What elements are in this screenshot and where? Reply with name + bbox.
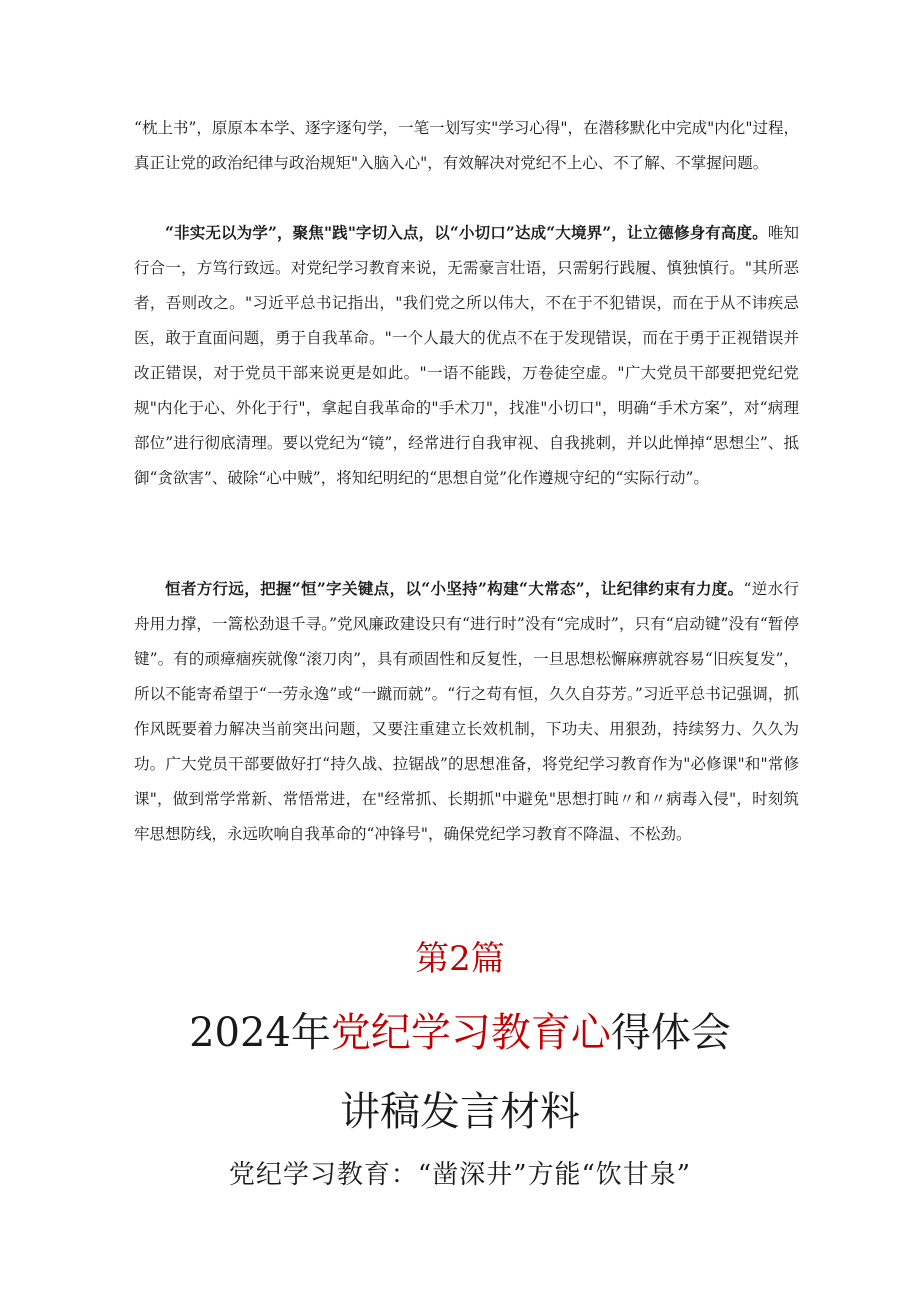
title-prefix: 2024年 [189, 1010, 331, 1056]
body-paragraph-2 [134, 215, 799, 496]
paragraph-2-text: 唯知行合一，方笃行致远。对党纪学习教育来说，无需豪言壮语，只需躬行践履、慎独慎行。"其所恶者，吾则改之。"习近平总书记指出，"我们党之所以伟大，不在于不犯错误，而在于从不讳疾忌医，敢于直面问题，勇于自我革命。"一个人最大的优点不在于发现错误，而在于勇于正视错误并改正错误，对于党员干部来说更是如此。"一语不能践，万卷徒空虚。"广大党员干部要把党纪党规"内化于心、外化于行"，拿起自我革命的"手术刀"，找准"小切口"，明确“手术方案”，对“病理部位”进行彻底清理。要以党纪为“镜”，经常进行自我审视、自我挑刺，并以此惮掉“思想尘”、抵御“贪欲害”、破除“心中贼”，将知纪明纪的“思想自觉”化作遵规守纪的“实际行动”。 [134, 224, 799, 487]
section-label: 第2篇 [415, 939, 505, 979]
title-red-part: 党纪学习教育心 [330, 1010, 611, 1056]
paragraph-1-text: “枕上书”，原原本本学、逐字逐句学，一笔一划写实"学习心得"，在潜移默化中完成"内化"过程，真正让党的政治纪律与政治规矩"入脑入心"，有效解决对党纪不上心、不了解、不掌握问题。 [134, 119, 799, 172]
document-title-line-2: 讲稿发言材料 [340, 1089, 580, 1135]
paragraph-3-lead: 恒者方行远，把握“恒”字关键点，以“小坚持”构建“大常态”，让纪律约束有力度。 [165, 579, 744, 598]
body-paragraph-1 [134, 111, 799, 181]
title-suffix: 得体会 [610, 1010, 731, 1056]
document-title-line-1 [0, 1003, 920, 1063]
paragraph-3-text: “逆水行舟用力撑，一篙松劲退千寻。”党风廉政建设只有“进行时”没有“完成时”，只有“启动键”没有“暂停键”。有的顽瘴痼疾就像“滚刀肉”，具有顽固性和反复性，一旦思想松懈麻痹就容易“旧疾复发”，所以不能寄希望于“一劳永逸”或“一蹴而就”。“行之苟有恒，久久自芬芳。”习近平总书记强调，抓作风既要着力解决当前突出问题，又要注重建立长效机制，下功夫、用狠劲，持续努力、久久为功。广大党员干部要做好打“持久战、拉锯战”的思想准备，将党纪学习教育作为"必修课"和"常修课"，做到常学常新、常悟常进，在"经常抓、长期抓"中避免"思想打盹〃和〃病毒入侵"，时刻筑牢思想防线，永远吹响自我革命的“冲锋号"，确保党纪学习教育不降温、不松劲。 [134, 580, 799, 843]
document-subtitle: 党纪学习教育：“凿深井”方能“饮甘泉” [228, 1160, 692, 1190]
paragraph-2-lead: “非实无以为学”，聚焦"践"字切入点，以“小切口”达成“大境界”，让立德修身有高度。 [165, 223, 768, 242]
body-paragraph-3 [134, 571, 799, 852]
